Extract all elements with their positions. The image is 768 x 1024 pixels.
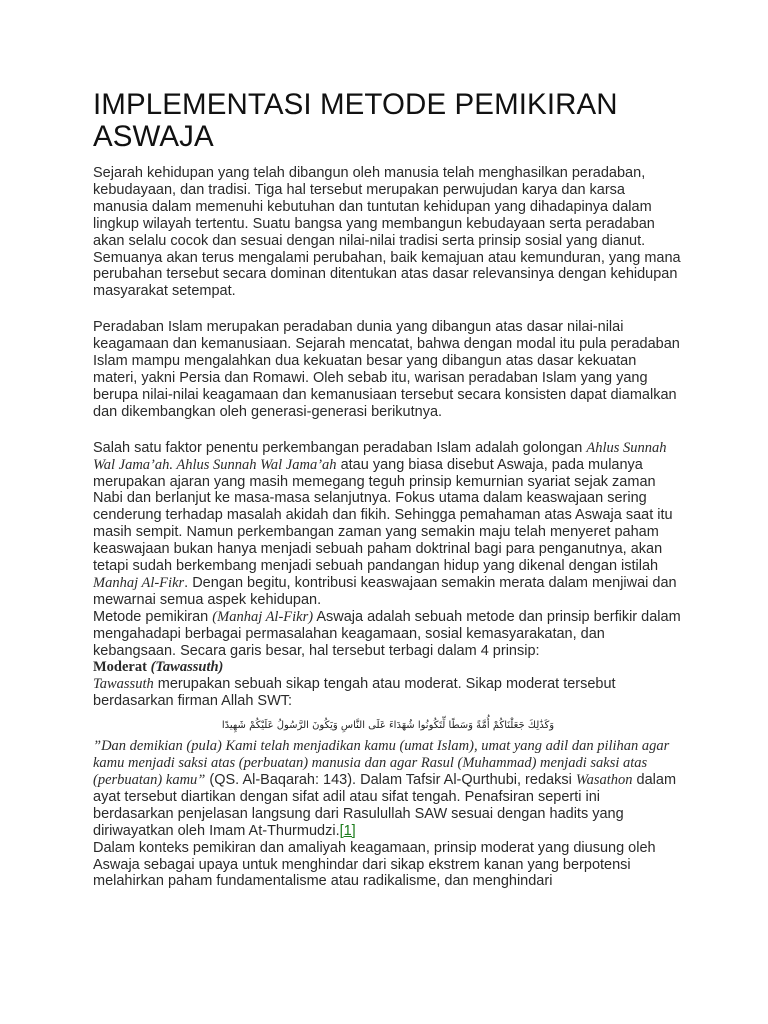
- paragraph-7: Dalam konteks pemikiran dan amaliyah keagamaan, prinsip moderat yang diusung oleh Aswaja sebagai upaya untuk menghindar dari sikap ekstrem kanan yang berpotensi melahirkan paham fundamentalisme atau radikalisme, dan menghindari: [93, 839, 656, 890]
- paragraph-4: Metode pemikiran (Manhaj Al-Fikr) Aswaja adalah sebuah metode dan prinsip berfikir dalam mengahadapi berbagai permasalahan keagamaan, sosial kemasyarakatan, dan kebangsaan. Secara garis besar, hal tersebut terbagi dalam 4 prinsip:: [93, 608, 681, 659]
- footnote-link[interactable]: [1]: [339, 822, 356, 839]
- paragraph-1: Sejarah kehidupan yang telah dibangun oleh manusia telah menghasilkan peradaban, kebudayaan, dan tradisi. Tiga hal tersebut merupakan perwujudan karya dan karsa manusia dalam memenuhi kebutuhan dan tuntutan kehidupan yang dihadapinya dalam lingkup wilayah tertentu. Suatu bangsa yang membangun kebudayaan serta peradaban akan selalu cocok dan sesuai dengan nilai-nilai tradisi serta prinsip sosial yang dianut. Semuanya akan terus mengalami perubahan, baik kemajuan atau kemunduran, yang mana perubahan tersebut secara dominan ditentukan atas dasar relevansinya dengan kehidupan masyarakat setempat.: [93, 165, 681, 300]
- paragraph-3: Salah satu faktor penentu perkembangan peradaban Islam adalah golongan Ahlus Sunnah Wal Jama’ah. Ahlus Sunnah Wal Jama’ah atau yang biasa disebut Aswaja, pada mulanya merupakan ajaran yang masih memegang teguh prinsip kemurnian syariat sejak zaman Nabi dan berlanjut ke masa-masa selanjutnya. Fokus utama dalam keaswajaan sering cenderung terhadap masalah akidah dan fikih. Sehingga pemahaman atas Aswaja saat itu masih sempit. Namun perkembangan zaman yang semakin maju telah menyeret paham keaswajaan bukan hanya menjadi sebuah paham doktrinal bagi para penganutnya, akan tetapi sudah berkembang menjadi sebuah pandangan hidup yang dikenal dengan istilah Manhaj Al-Fikr. Dengan begitu, kontribusi keaswajaan semakin merata dalam menjiwai dan mewarnai semua aspek kehidupan.: [93, 439, 677, 608]
- term-manhaj: (Manhaj Al-Fikr): [212, 608, 314, 625]
- verse-translation: ”Dan demikian (pula) Kami telah menjadikan kamu (umat Islam), umat yang adil dan pilihan agar kamu menjadi saksi atas (perbuatan) manusia dan agar Rasul (Muhammad) menjadi saksi atas (perbuatan) kamu”: [93, 738, 670, 788]
- paragraph-2: Peradaban Islam merupakan peradaban dunia yang dibangun atas dasar nilai-nilai keagamaan dan kemanusiaan. Sejarah mencatat, bahwa dengan modal itu pula peradaban Islam mampu mengalahkan dua kekuatan besar yang dibangun atas dasar kekuatan materi, yakni Persia dan Romawi. Oleh sebab itu, warisan peradaban Islam yang yang berupa nilai-nilai keagamaan dan kemanusiaan tersebut secara konsisten dapat diamalkan dan dikembangkan oleh generasi-generasi berikutnya.: [93, 319, 680, 420]
- document-body: [93, 165, 683, 890]
- paragraph-5: Tawassuth merupakan sebuah sikap tengah atau moderat. Sikap moderat tersebut berdasarkan firman Allah SWT:: [93, 676, 616, 710]
- section-heading-moderat: Moderat (Tawassuth): [93, 659, 224, 676]
- arabic-verse: وَكَذَٰلِكَ جَعَلْنَاكُمْ أُمَّةً وَسَطًا لِّتَكُونُوا شُهَدَاءَ عَلَى النَّاسِ وَيَكُونَ الرَّسُولُ عَلَيْكُمْ شَهِيدًا: [221, 720, 555, 732]
- term-wasathon: Wasathon: [575, 772, 633, 788]
- term-manhaj-al-fikr: Manhaj Al-Fikr: [93, 574, 185, 591]
- paragraph-6: ”Dan demikian (pula) Kami telah menjadikan kamu (umat Islam), umat yang adil dan pilihan agar kamu menjadi saksi atas (perbuatan) manusia dan agar Rasul (Muhammad) menjadi saksi atas (perbuatan) kamu” (QS. Al-Baqarah: 143). Dalam Tafsir Al-Qurthubi, redaksi Wasathon dalam ayat tersebut diartikan dengan sifat adil atau sifat tengah. Penafsiran seperti ini berdasarkan penjelasan langsung dari Rasulullah SAW sesuai dengan hadits yang diriwayatkan oleh Imam At-Thurmudzi.[1]: [93, 738, 677, 839]
- term-ahlus-sunnah: Ahlus Sunnah Wal Jama’ah. Ahlus Sunnah Wal Jama’ah: [93, 439, 667, 473]
- term-tawassuth: Tawassuth: [93, 676, 154, 693]
- document-title: IMPLEMENTASI METODE PEMIKIRAN ASWAJA: [93, 88, 618, 153]
